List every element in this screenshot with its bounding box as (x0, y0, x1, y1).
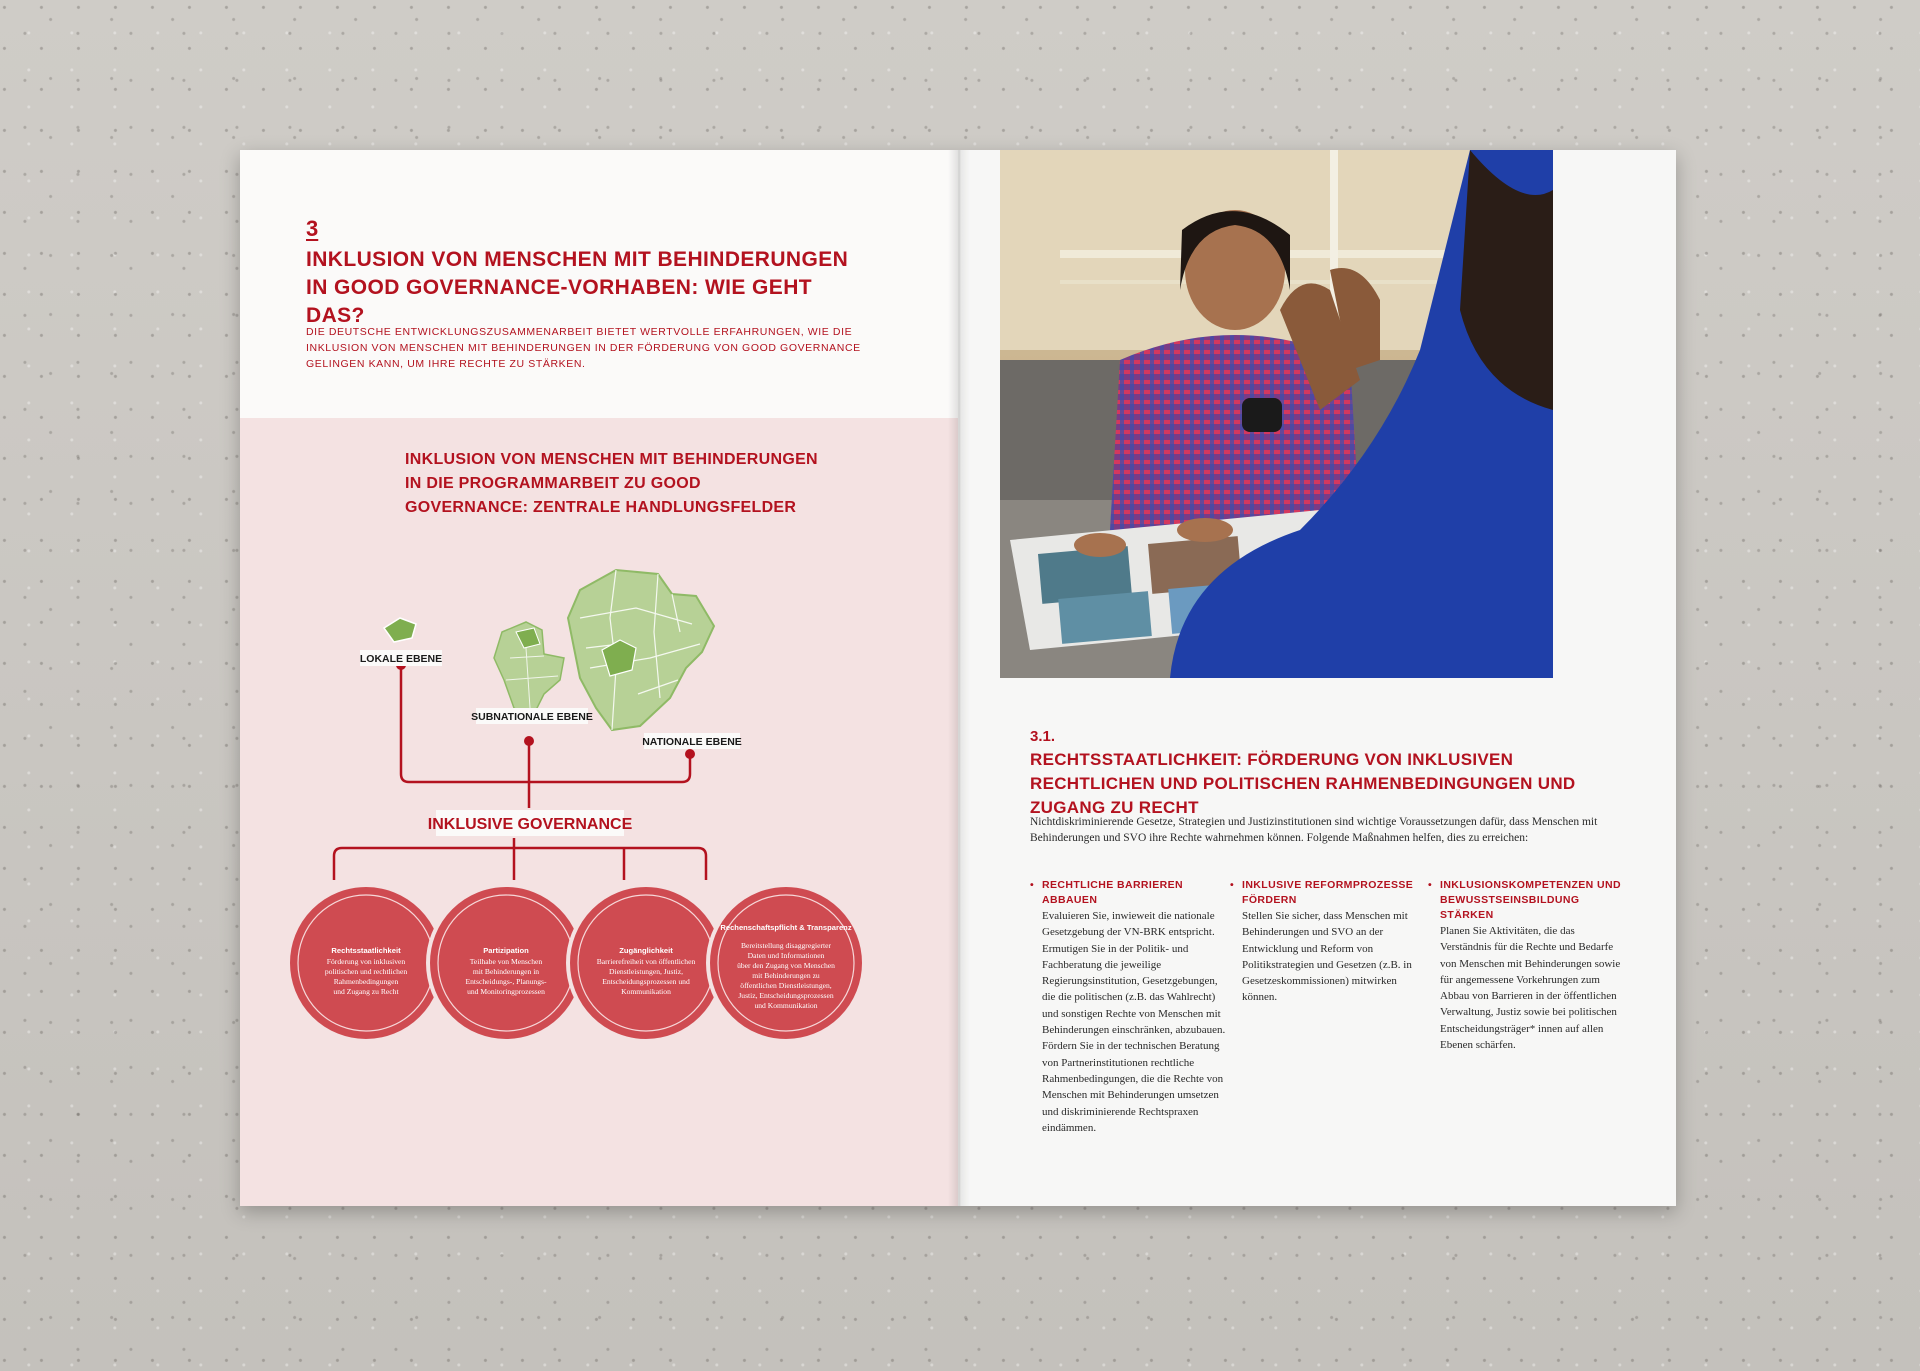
bullet-icon: • (1428, 879, 1433, 891)
map-subnational-icon (494, 622, 564, 718)
level-label-lokal: LOKALE EBENE (359, 653, 443, 665)
measure-heading-1 (1030, 878, 1230, 908)
circle-2-line-4: und Monitoringprozessen (467, 987, 545, 996)
diagram-title: INKLUSION VON MENSCHEN MIT BEHINDERUNGEN IN DIE PROGRAMMARBEIT ZU GOOD GOVERNANCE: ZENTRALE HANDLUNGSFELDER (405, 451, 818, 516)
measure-column-2 (1230, 878, 1433, 1006)
circle-4-line-7: und Kommunikation (754, 1001, 818, 1010)
dot-national (685, 749, 695, 759)
circle-1-line-2: politischen und rechtlichen (324, 967, 408, 976)
measure-column-3 (1428, 878, 1628, 1053)
circle-4-line-3: über den Zugang von Menschen (737, 961, 835, 970)
level-label-subnational: SUBNATIONALE EBENE (471, 711, 593, 723)
measure-heading-2 (1230, 878, 1433, 908)
bullet-icon: • (1030, 879, 1035, 891)
circle-1-line-4: und Zugang zu Recht (333, 987, 399, 996)
circle-4-line-1: Bereitstellung disaggregierter (740, 941, 832, 950)
circle-1-line-1: Förderung von inklusiven (326, 957, 406, 966)
circle-3-line-2: Dienstleistungen, Justiz, (608, 967, 684, 976)
dot-subnational (524, 736, 534, 746)
measure-heading-1-text: RECHTLICHE BARRIEREN ABBAUEN (1042, 879, 1184, 906)
map-lokal-icon (384, 618, 416, 642)
measure-heading-3 (1428, 878, 1628, 923)
circle-3-line-3: Entscheidungsprozessen und (602, 977, 690, 986)
left-page (240, 150, 958, 1206)
measure-body-1: Evaluieren Sie, inwieweit die nationale Gesetzgebung der VN-BRK entspricht. Ermutigen Sie in der Politik- und Fachberatung die jeweilige Regierungsinstitution, Gesetzgebungen, die die politischen (z.B. das Wahlrecht) und sonstigen Rechte von Menschen mit Behinderungen einschränken, abzubauen. Fördern Sie in der technischen Beratung von Partnerinstitutionen rechtliche Rahmenbedingungen, die die Rechte von Menschen mit Behinderungen umsetzen und diskriminierende Rechtspraxen eindämmen. (1042, 910, 1226, 1134)
section-number: 3.1. (1030, 728, 1056, 745)
circle-2-line-3: Entscheidungs-, Planungs- (465, 977, 547, 986)
circle-4-title: Rechenschaftspflicht & Transparenz (720, 923, 852, 932)
circle-4-line-5: öffentlichen Dienstleistungen, (740, 981, 832, 990)
measure-heading-3-text: INKLUSIONSKOMPETENZEN UND BEWUSSTSEINSBILDUNG STÄRKEN (1440, 879, 1621, 921)
right-page (958, 150, 1676, 1206)
circle-2-line-1: Teilhabe von Menschen (469, 957, 543, 966)
measure-body-2: Stellen Sie sicher, dass Menschen mit Behinderungen und SVO an der Entwicklung und Reform von Politikstrategien und Gesetzen (z.B. in Gesetzeskommissionen) mitwirken können. (1242, 910, 1412, 1004)
measure-column-1 (1030, 878, 1230, 1136)
circle-2-line-2: mit Behinderungen in (472, 967, 540, 976)
level-label-national: NATIONALE EBENE (642, 736, 742, 748)
section-intro: Nichtdiskriminierende Gesetze, Strategien und Justizinstitutionen sind wichtige Voraussetzungen dafür, dass Menschen mit Behinderungen und SVO ihre Rechte wahrnehmen können. Folgende Maßnahmen helfen, dies zu erreichen: (1030, 816, 1598, 844)
brochure-spread (240, 150, 1676, 1206)
circle-3-line-4: Kommunikation (621, 987, 671, 996)
governance-diagram (240, 418, 958, 1206)
chapter-intro: DIE DEUTSCHE ENTWICKLUNGSZUSAMMENARBEIT BIETET WERTVOLLE ERFAHRUNGEN, WIE DIE INKLUSION VON MENSCHEN MIT BEHINDERUNGEN IN DER FÖRDERUNG VON GOOD GOVERNANCE GELINGEN KANN, UM IHRE RECHTE ZU STÄRKEN. (306, 326, 861, 370)
section-title: RECHTSSTAATLICHKEIT: FÖRDERUNG VON INKLUSIVEN RECHTLICHEN UND POLITISCHEN RAHMENBEDINGUNGEN UND ZUGANG ZU RECHT (1030, 750, 1576, 817)
circle-2-title: Partizipation (483, 946, 529, 955)
photo-sign-language (1000, 150, 1553, 678)
bullet-icon: • (1230, 879, 1235, 891)
chapter-number: 3 (306, 216, 319, 241)
map-national-icon (568, 570, 714, 730)
circle-4-line-6: Justiz, Entscheidungsprozessen (738, 991, 834, 1000)
center-label: INKLUSIVE GOVERNANCE (427, 816, 633, 833)
circle-4-line-4: mit Behinderungen zu (752, 971, 820, 980)
circle-3-title: Zugänglichkeit (619, 946, 673, 955)
circle-1-line-3: Rahmenbedingungen (333, 977, 399, 986)
chapter-title: INKLUSION VON MENSCHEN MIT BEHINDERUNGEN IN GOOD GOVERNANCE-VORHABEN: WIE GEHT DAS? (306, 248, 849, 327)
circle-1-title: Rechtsstaatlichkeit (331, 946, 401, 955)
measure-body-3: Planen Sie Aktivitäten, die das Verständnis für die Rechte und Bedarfe von Menschen mit Behinderungen sowie für angemessene Vorkehrungen zum Abbau von Barrieren in der öffentlichen Verwaltung, Justiz sowie bei politischen Entscheidungsträger* innen auf allen Ebenen schärfen. (1440, 925, 1621, 1052)
measure-heading-2-text: INKLUSIVE REFORMPROZESSE FÖRDERN (1242, 879, 1414, 906)
circle-4-line-2: Daten und Informationen (747, 951, 825, 960)
circle-3-line-1: Barrierefreiheit von öffentlichen (596, 957, 696, 966)
book-gutter (948, 150, 970, 1206)
